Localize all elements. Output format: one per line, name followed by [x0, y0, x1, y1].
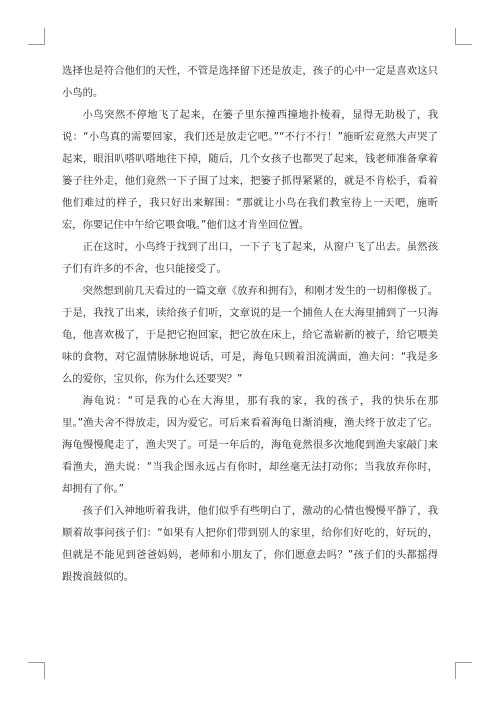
paragraph-3: 正在这时，小鸟终于找到了出口，一下子飞了起来，从窗户飞了出去。虽然孩子们有许多的不舍，也只能接受了。 — [62, 241, 438, 275]
paragraph-5: 海龟说：“可是我的心在大海里，那有我的家，我的孩子，我的快乐在那里。”渔夫舍不得放走，因为爱它。可后来看着海龟日渐消瘦，渔夫终于放走了它。海龟慢慢爬走了，渔夫哭了。可是一年后的，海龟竟然很多次地爬到渔夫家敲门来看渔夫，渔夫说：“当我企图永远占有你时，却丝毫无法打动你；当我放弃你时，却拥有了你。” — [62, 395, 438, 495]
crop-mark-top-left — [28, 28, 45, 45]
paragraph-2: 小鸟突然不停地飞了起来，在篓子里东撞西撞地扑棱着，显得无助极了，我说：“小鸟真的需要回家，我们还是放走它吧。”“不行不行！”施昕宏竟然大声哭了起来，眼泪叭嗒叭嗒地往下掉，随后，几个女孩子也都哭了起来，钱老师准备拿着篓子往外走，他们竟然一下子围了过来，把篓子抓得紧紧的，就是不肯松手，看着他们难过的样子，我只好出来解围：“那就让小鸟在我们教室待上一天吧，施昕宏，你要记住中午给它喂食哦。”他们这才肯坐回位置。 — [62, 109, 438, 231]
paragraph-4: 突然想到前几天看过的一篇文章《放弃和拥有》，和刚才发生的一切相像极了。于是，我找了出来，读给孩子们听，文章说的是一个捕鱼人在大海里捕到了一只海龟，他喜欢极了，于是把它抱回家，把它放在床上，给它盖崭新的被子，给它喂美味的食物，对它温情脉脉地说话，可是，海龟只顾着泪流满面，渔夫问：“我是多么的爱你，宝贝你，你为什么还要哭？” — [62, 285, 438, 385]
crop-mark-top-right — [455, 28, 472, 45]
crop-mark-bottom-right — [455, 662, 472, 679]
paragraph-1: 选择也是符合他们的天性，不管是选择留下还是放走，孩子的心中一定是喜欢这只小鸟的。 — [62, 65, 438, 99]
paragraph-6: 孩子们入神地听着我讲，他们似乎有些明白了，激动的心情也慢慢平静了，我顺着故事问孩子们：“如果有人把你们带到别人的家里，给你们好吃的，好玩的，但就是不能见到爸爸妈妈，老师和小朋友了，你们愿意去吗？”孩子们的头都摇得跟拨浪鼓似的。 — [62, 505, 438, 583]
document-body — [62, 60, 438, 588]
crop-mark-bottom-left — [28, 662, 45, 679]
